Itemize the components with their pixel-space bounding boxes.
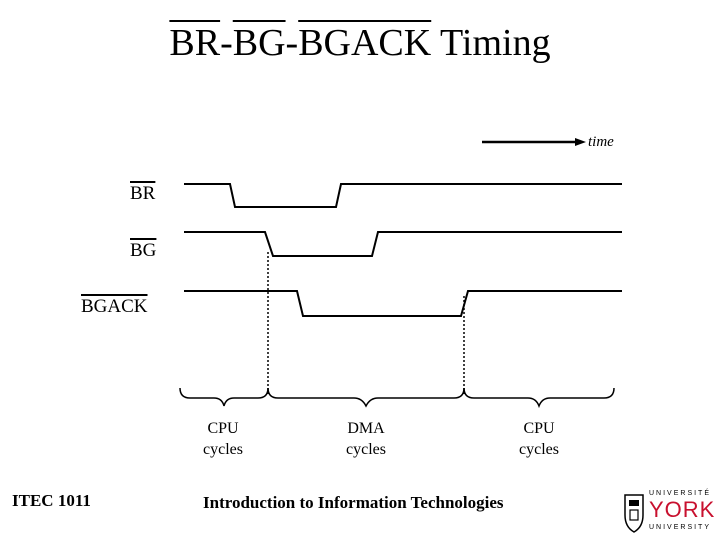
signal-label-bg: $\overline{BG}$	[130, 240, 157, 261]
signal-label-bgack: BGACK	[81, 296, 148, 317]
waveform-bg	[184, 232, 622, 256]
time-label: time	[588, 134, 614, 150]
title-bg: $\overline{BG}$	[232, 22, 286, 64]
title-sep-1: -	[220, 22, 233, 64]
course-title: Introduction to Information Technologies	[203, 493, 504, 512]
phase-dma	[321, 418, 411, 460]
title-bgack: BGACK	[298, 22, 432, 64]
title-rest: Timing	[431, 22, 551, 64]
waveform-bgack	[184, 291, 622, 316]
brace-dma	[268, 388, 464, 406]
phase-cpu-1	[178, 418, 268, 460]
phase-dma-line1: DMA	[347, 420, 385, 437]
signal-label-br: $\overline{BR}$	[130, 183, 156, 204]
logo-top-text: UNIVERSITÉ	[649, 490, 712, 497]
crest-icon	[623, 491, 645, 533]
waveform-br	[184, 184, 622, 207]
phase-cpu-2-line2: cycles	[519, 441, 559, 458]
title-br: $\overline{BR}$	[169, 22, 221, 64]
phase-dma-line2: cycles	[346, 441, 386, 458]
time-arrow-head	[575, 138, 586, 146]
phase-cpu-1-line1: CPU	[207, 420, 239, 437]
course-code: ITEC 1011	[12, 491, 91, 510]
logo-name: YORK	[649, 497, 716, 522]
phase-cpu-1-line2: cycles	[203, 441, 243, 458]
york-logo	[623, 490, 715, 534]
brace-cpu-2	[464, 388, 614, 406]
title-sep-2: -	[285, 22, 299, 64]
phase-cpu-2	[494, 418, 584, 460]
brace-cpu-1	[180, 388, 268, 406]
phase-cpu-2-line1: CPU	[523, 420, 555, 437]
logo-bottom-text: UNIVERSITY	[649, 524, 712, 531]
